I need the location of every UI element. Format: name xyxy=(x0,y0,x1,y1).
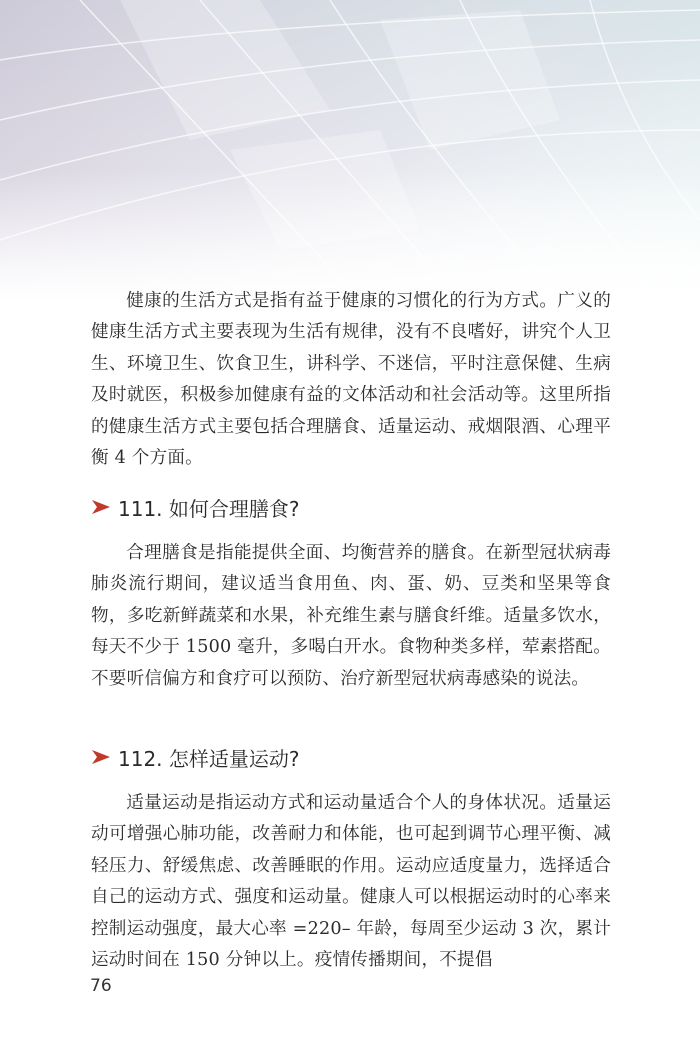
section-111-body xyxy=(91,538,611,695)
intro-section xyxy=(91,286,611,474)
arrowhead-icon xyxy=(92,500,110,514)
header-pattern xyxy=(0,0,700,300)
page-number: 76 xyxy=(90,976,112,996)
section-112-paragraph: 适量运动是指运动方式和运动量适合个人的身体状况。适量运动可增强心肺功能，改善耐力和体能，也可起到调节心理平衡、减轻压力、舒缓焦虑、改善睡眠的作用。运动应适度量力，选择适合自己的运动方式、强度和运动量。健康人可以根据运动时的心率来控制运动强度，最大心率 =220– 年龄，每周至少运动 3 次，累计运动时间在 150 分钟以上。疫情传播期间，不提倡 xyxy=(91,793,611,971)
heading-text: 111. 如何合理膳食? xyxy=(118,496,300,521)
section-heading-111 xyxy=(92,492,300,522)
intro-paragraph: 健康的生活方式是指有益于健康的习惯化的行为方式。广义的健康生活方式主要表现为生活有规律，没有不良嗜好，讲究个人卫生、环境卫生、饮食卫生，讲科学、不迷信，平时注意保健、生病及时就医，积极参加健康有益的文体活动和社会活动等。这里所指的健康生活方式主要包括合理膳食、适量运动、戒烟限酒、心理平衡 4 个方面。 xyxy=(91,291,611,469)
section-112-body xyxy=(91,788,611,976)
section-heading-112 xyxy=(92,742,300,772)
heading-text: 112. 怎样适量运动? xyxy=(118,746,300,771)
arrowhead-icon xyxy=(92,750,110,764)
section-111-paragraph: 合理膳食是指能提供全面、均衡营养的膳食。在新型冠状病毒肺炎流行期间，建议适当食用鱼、肉、蛋、奶、豆类和坚果等食物，多吃新鲜蔬菜和水果，补充维生素与膳食纤维。适量多饮水，每天不少于 1500 毫升，多喝白开水。食物种类多样，荤素搭配。不要听信偏方和食疗可以预防、治疗新型冠状病毒感染的说法。 xyxy=(91,543,611,689)
header-decoration xyxy=(0,0,700,300)
